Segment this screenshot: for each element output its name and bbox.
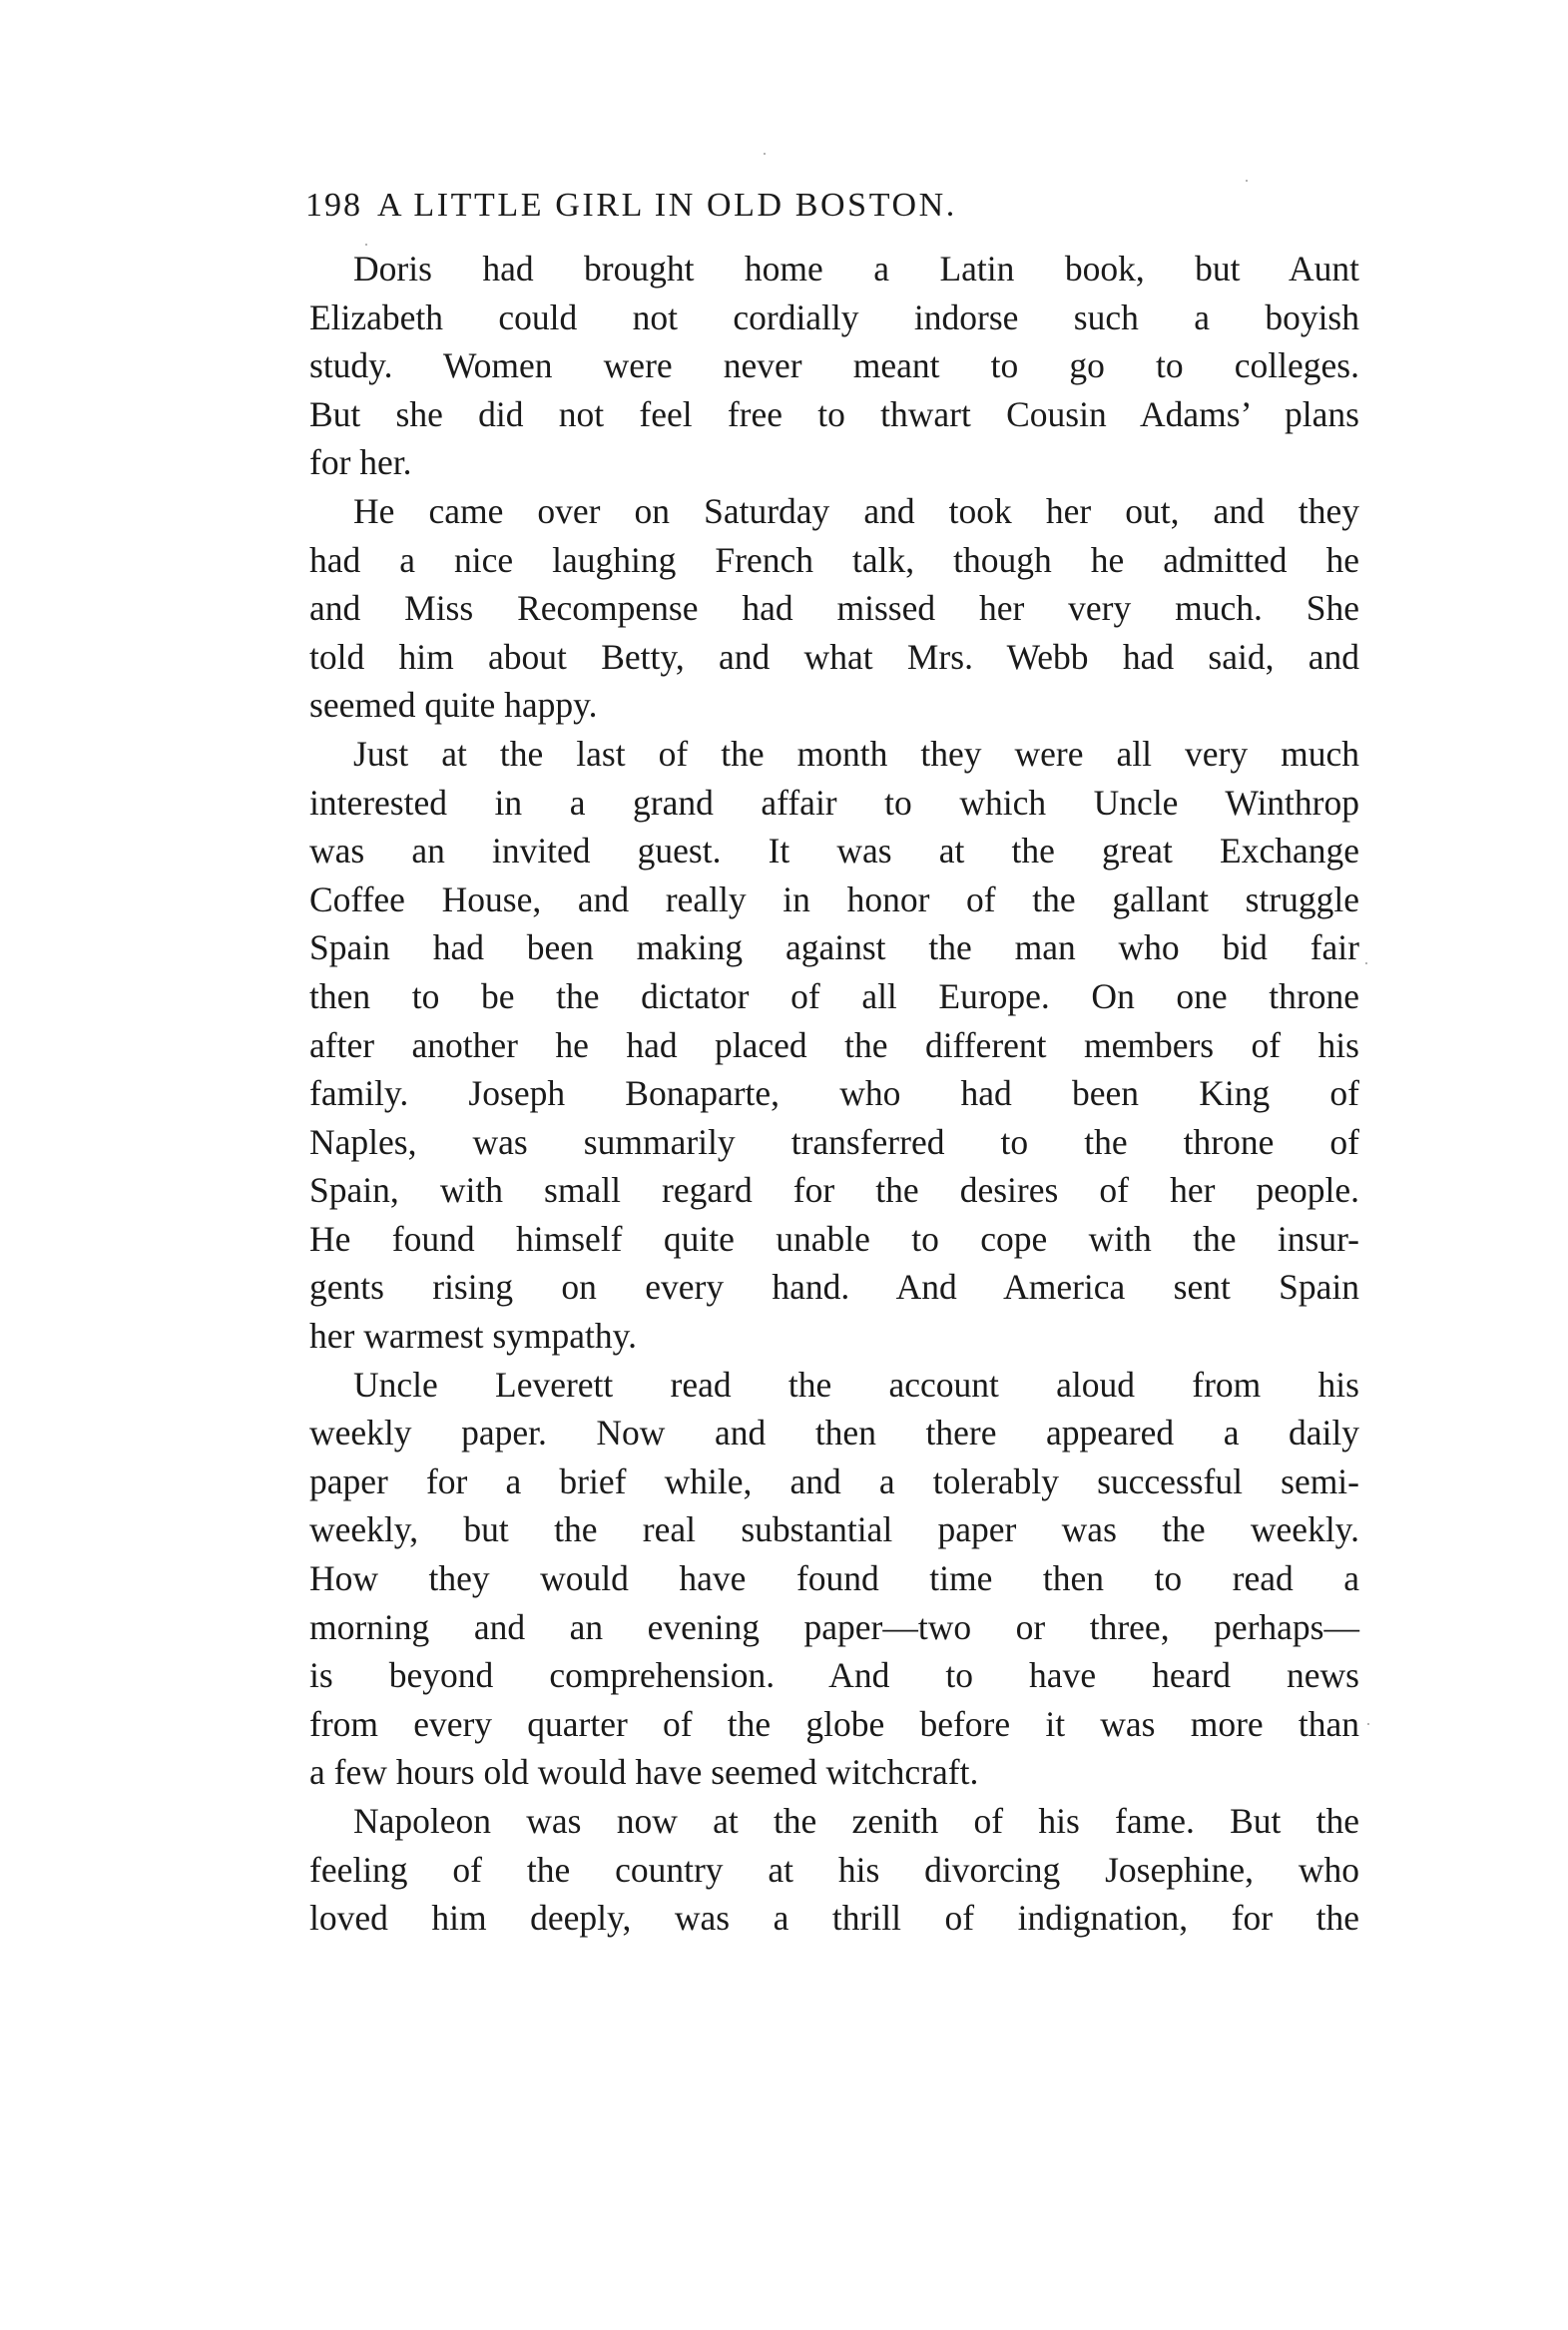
paragraph: [309, 1797, 1359, 1943]
text-line: her warmest sympathy.: [309, 1316, 637, 1357]
text-line: told him about Betty, and what Mrs. Webb had said, and: [309, 636, 1359, 677]
text-line: Spain, with small regard for the desires of her people.: [309, 1170, 1359, 1211]
text-line: He came over on Saturday and took her out, and they: [353, 490, 1359, 531]
text-line: feeling of the country at his divorcing Josephine, who: [309, 1849, 1359, 1890]
text-line: weekly, but the real substantial paper was the weekly.: [309, 1509, 1359, 1550]
page-number: 198: [305, 187, 362, 224]
paragraph: [309, 487, 1359, 730]
text-line: interested in a grand affair to which Uncle Winthrop: [309, 782, 1359, 823]
text-line: Doris had brought home a Latin book, but Aunt: [353, 249, 1359, 289]
text-line: paper for a brief while, and a tolerably successful semi-: [309, 1460, 1359, 1501]
scan-speck: [1246, 180, 1248, 182]
book-title: A LITTLE GIRL IN OLD BOSTON.: [377, 187, 957, 224]
text-line: gents rising on every hand. And America sent Spain: [309, 1267, 1359, 1308]
text-line: a few hours old would have seemed witchcraft.: [309, 1752, 979, 1793]
paragraph: [309, 245, 1359, 487]
text-line: is beyond comprehension. And to have heard news: [309, 1655, 1359, 1696]
text-line: morning and an evening paper—two or three, perhaps—: [309, 1606, 1359, 1647]
text-line: had a nice laughing French talk, though he admitted he: [309, 539, 1359, 580]
text-line: Uncle Leverett read the account aloud from his: [353, 1364, 1359, 1405]
paragraph: [309, 1361, 1359, 1797]
text-line: weekly paper. Now and then there appeared a daily: [309, 1413, 1359, 1454]
text-line: Spain had been making against the man who bid fair: [309, 927, 1359, 968]
text-line: for her.: [309, 442, 412, 483]
text-line: study. Women were never meant to go to colleges.: [309, 345, 1359, 386]
scan-speck: [1367, 1723, 1369, 1725]
body-text: [309, 245, 1359, 1943]
text-line: then to be the dictator of all Europe. On one throne: [309, 975, 1359, 1016]
text-line: Coffee House, and really in honor of the gallant struggle: [309, 878, 1359, 919]
text-line: He found himself quite unable to cope with the insur-: [309, 1218, 1359, 1259]
scan-speck: [365, 244, 367, 246]
text-line: Napoleon was now at the zenith of his fame. But the: [353, 1801, 1359, 1841]
text-line: But she did not feel free to thwart Cousin Adams’ plans: [309, 393, 1359, 434]
text-line: How they would have found time then to read a: [309, 1558, 1359, 1599]
text-line: Elizabeth could not cordially indorse such a boyish: [309, 296, 1359, 337]
text-line: Just at the last of the month they were all very much: [353, 733, 1359, 774]
paragraph: [309, 730, 1359, 1361]
scan-speck: [1365, 962, 1367, 964]
text-line: from every quarter of the globe before it was more than: [309, 1703, 1359, 1744]
text-line: was an invited guest. It was at the great Exchange: [309, 831, 1359, 872]
text-line: family. Joseph Bonaparte, who had been King of: [309, 1073, 1359, 1114]
text-line: and Miss Recompense had missed her very much. She: [309, 588, 1359, 629]
text-line: after another he had placed the different members of his: [309, 1024, 1359, 1065]
scan-speck: [764, 153, 766, 155]
running-head: [305, 187, 1304, 237]
text-line: Naples, was summarily transferred to the throne of: [309, 1121, 1359, 1162]
text-line: seemed quite happy.: [309, 685, 598, 726]
text-line: loved him deeply, was a thrill of indignation, for the: [309, 1898, 1359, 1939]
